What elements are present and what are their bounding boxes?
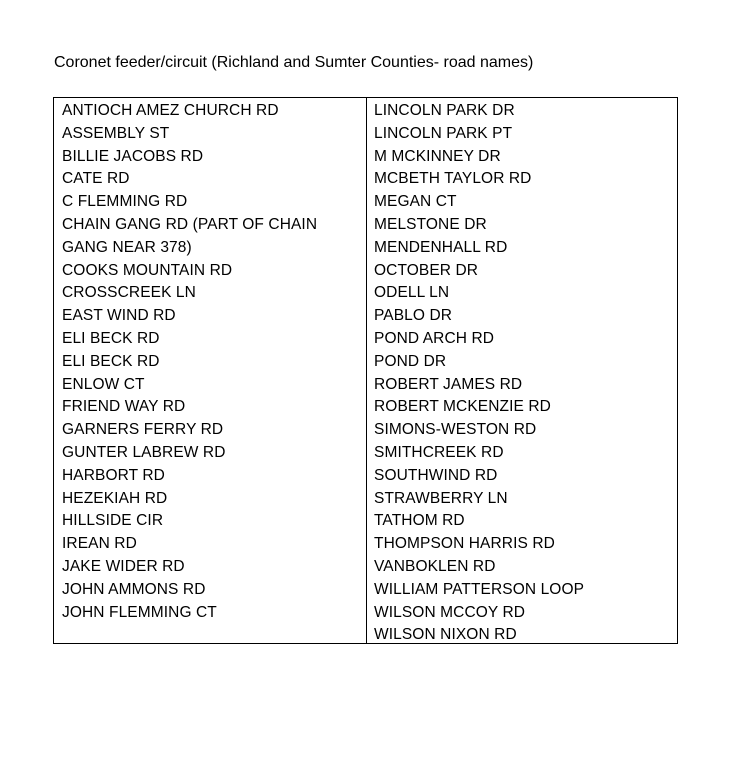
road-name: OCTOBER DR [374,261,479,279]
road-name: COOKS MOUNTAIN RD [62,261,233,279]
road-name: C FLEMMING RD [62,193,188,211]
road-name: MCBETH TAYLOR RD [374,170,532,188]
road-name: ODELL LN [374,284,450,302]
road-name: GANG NEAR 378) [62,238,192,256]
road-name: HILLSIDE CIR [62,512,164,530]
road-name: LINCOLN PARK PT [374,124,513,142]
road-name: STRAWBERRY LN [374,489,508,507]
road-name: SMITHCREEK RD [374,443,504,461]
road-name: JOHN FLEMMING CT [62,603,217,621]
road-name: JOHN AMMONS RD [62,580,206,598]
road-name: THOMPSON HARRIS RD [374,535,555,553]
road-name: SIMONS-WESTON RD [374,421,537,439]
road-name: WILLIAM PATTERSON LOOP [374,580,585,598]
road-name: MENDENHALL RD [374,238,508,256]
road-name: WILSON MCCOY RD [374,603,526,621]
road-name: POND ARCH RD [374,329,495,347]
road-name: EAST WIND RD [62,307,176,325]
road-name: IREAN RD [62,535,137,553]
road-name: BILLIE JACOBS RD [62,147,204,165]
road-name: GUNTER LABREW RD [62,443,226,461]
road-name: LINCOLN PARK DR [374,102,515,119]
road-name: CROSSCREEK LN [62,284,196,302]
road-name: CATE RD [62,170,130,188]
road-name: JAKE WIDER RD [62,557,185,575]
road-name: ELI BECK RD [62,352,160,370]
road-name: MELSTONE DR [374,215,487,233]
road-name: GARNERS FERRY RD [62,421,224,439]
document-title: Coronet feeder/circuit (Richland and Sumter Counties- road names) [54,54,534,71]
road-name: ASSEMBLY ST [62,124,170,142]
road-name: VANBOKLEN RD [374,557,496,575]
road-name: ROBERT JAMES RD [374,375,523,393]
road-name: M MCKINNEY DR [374,147,501,165]
road-list-left-column [54,98,367,643]
road-name: PABLO DR [374,307,453,325]
road-names-table [53,97,678,644]
road-name: WILSON NIXON RD [374,626,517,644]
road-name: FRIEND WAY RD [62,398,186,416]
road-name: HEZEKIAH RD [62,489,168,507]
road-name: SOUTHWIND RD [374,466,498,484]
road-name: TATHOM RD [374,512,465,530]
road-name: ROBERT MCKENZIE RD [374,398,551,416]
road-list-right-column [367,98,677,643]
road-name: MEGAN CT [374,193,457,211]
road-name: HARBORT RD [62,466,165,484]
road-name: ELI BECK RD [62,329,160,347]
road-name: POND DR [374,352,447,370]
road-name: CHAIN GANG RD (PART OF CHAIN [62,215,318,233]
road-name: ENLOW CT [62,375,145,393]
road-name: ANTIOCH AMEZ CHURCH RD [62,102,279,119]
